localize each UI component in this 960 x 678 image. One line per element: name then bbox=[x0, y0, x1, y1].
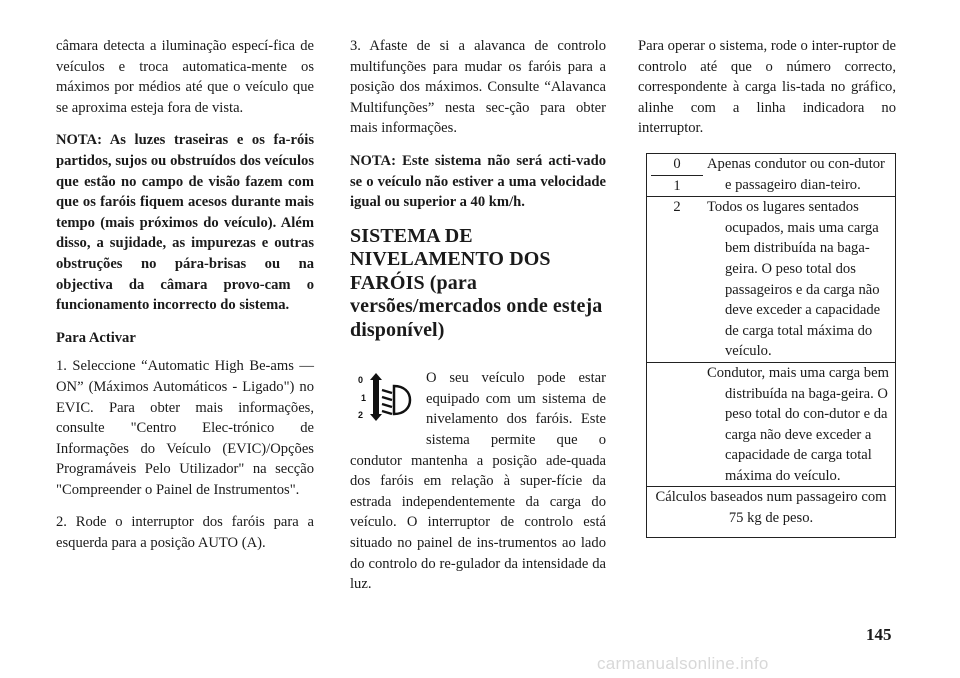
icon-label-1: 1 bbox=[361, 393, 367, 404]
table-footnote: Cálculos baseados num passageiro com 75 kg de peso. bbox=[647, 487, 896, 537]
step-3: 3. Afaste de si a alavanca de controlo multifunções para mudar os faróis para a posição dos máximos. Consulte “Alavanca Multifunções” nesta sec-ção para obter mais informações. bbox=[350, 38, 606, 137]
position-number: 0 bbox=[673, 155, 681, 172]
position-number: 2 bbox=[673, 199, 681, 216]
table-row bbox=[647, 197, 896, 363]
table-footnote-row bbox=[647, 487, 896, 537]
step-1: 1. Seleccione “Automatic High Be-ams — ON” (Máximos Automáticos - Ligado") no EVIC. Para obter mais informações, consulte "Centro Elec-trónico de Informações do Veículo (EVIC)/Opções Programáveis Pelo Utilizador" na secção "Compreender o Painel de Instrumentos". bbox=[56, 358, 314, 498]
paragraph-camera: câmara detecta a iluminação especí-fica de veículos e troca automatica-mente os máximos por médios até que o veículo que se aproxima esteja fora de vista. bbox=[56, 38, 314, 116]
table-row bbox=[647, 362, 896, 487]
load-description: Condutor, mais uma carga bem distribuída na baga-geira. O peso total do con-dutor e da carga não deve exceder a capacidade de carga total máxima do veículo. bbox=[707, 364, 889, 484]
note-speed: NOTA: Este sistema não será acti-vado se o veículo não estiver a uma velocidade igual ou superior a 40 km/h. bbox=[350, 152, 606, 211]
load-description: Apenas condutor ou con-dutor e passageiro dian-teiro. bbox=[707, 155, 885, 193]
position-number: 1 bbox=[651, 175, 703, 197]
headlamp-leveling-icon bbox=[356, 370, 414, 432]
load-description: Todos os lugares sentados ocupados, mais uma carga bem distribuída na baga-geira. O peso total dos passageiros e da carga não deve exceder a capacidade de carga total máxima do veículo. bbox=[707, 199, 881, 360]
section-heading: SISTEMA DE NIVELAMENTO DOS FARÓIS (para versões/mercados onde esteja disponível) bbox=[350, 224, 603, 341]
subheading-activate: Para Activar bbox=[56, 329, 136, 346]
icon-label-2: 2 bbox=[358, 410, 364, 421]
paragraph-leveling: O seu veículo pode estar equipado com um sistema de nivelamento dos faróis. Este sistema permite que o condutor mantenha a posição ade-quada dos faróis em relação à super-fície da estrada independentemente da carga do veículo. O interruptor de controlo está situado no painel de ins-trumentos ao lado do controlo do re-gulador da intensidade da luz. bbox=[350, 370, 606, 593]
step-2: 2. Rode o interruptor dos faróis para a esquerda para a posição AUTO (A). bbox=[56, 514, 314, 552]
left-column bbox=[56, 36, 314, 566]
middle-column bbox=[350, 36, 606, 607]
load-table bbox=[646, 153, 896, 538]
watermark: carmanualsonline.info bbox=[597, 654, 769, 673]
note-taillights: NOTA: As luzes traseiras e os fa-róis partidos, sujos ou obstruídos dos veículos que estão no campo de visão fazem com que os faróis fiquem acesos durante mais tempo (mais próximos do veículo). Além disso, a sujidade, as impurezas e outras obstruções no pára-brisas ou na objectiva da câmara provo-cam o funcionamento incorrecto do sistema. bbox=[56, 132, 314, 314]
right-column bbox=[638, 36, 896, 538]
paragraph-operate: Para operar o sistema, rode o inter-ruptor de controlo até que o número correcto, correspondente à carga lis-tada no gráfico, alinhe com a linha indicadora no interruptor. bbox=[638, 38, 896, 137]
icon-label-0: 0 bbox=[358, 375, 364, 386]
table-row bbox=[647, 153, 896, 196]
page-number: 145 bbox=[866, 625, 892, 644]
